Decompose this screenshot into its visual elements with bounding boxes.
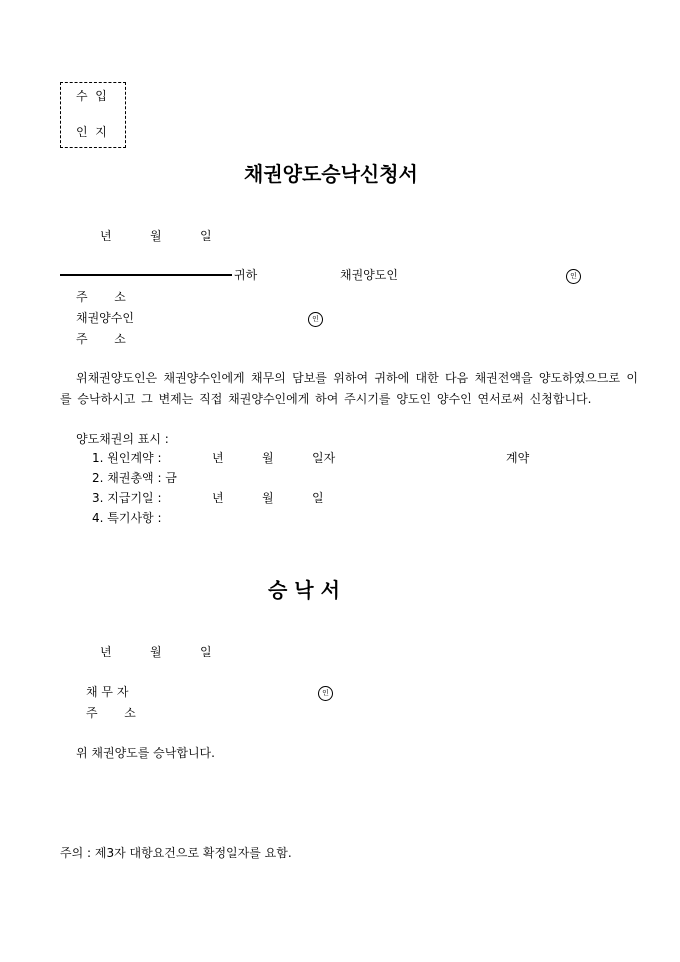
- assignee-seal-icon: 인: [308, 312, 323, 327]
- contract-label: 1. 원인계약 :: [92, 451, 162, 465]
- document-title: 채권양도승낙신청서: [244, 162, 418, 186]
- consent-date-month: 월: [150, 645, 162, 659]
- debtor-label: 채 무 자: [86, 685, 129, 699]
- addressee-suffix: 귀하: [234, 268, 258, 282]
- special-label: 4. 특기사항 :: [92, 511, 162, 525]
- assignor-seal-icon: 인: [566, 269, 581, 284]
- payment-label: 3. 지급기일 :: [92, 491, 162, 505]
- debtor-seal-icon: 인: [318, 686, 333, 701]
- assignor-label: 채권양도인: [340, 268, 398, 282]
- claims-heading: 양도채권의 표시 :: [76, 432, 169, 446]
- application-date-month: 월: [150, 229, 162, 243]
- consent-date-day: 일: [200, 645, 212, 659]
- application-date-year: 년: [100, 229, 112, 243]
- assignor-address-label: 주 소: [76, 290, 126, 304]
- assignee-address-label: 주 소: [76, 332, 126, 346]
- debtor-address-label: 주 소: [86, 706, 136, 720]
- footnote: 주의 : 제3자 대항요건으로 확정일자를 요함.: [60, 846, 292, 860]
- contract-day: 일자: [312, 451, 336, 465]
- payment-year: 년: [212, 491, 224, 505]
- payment-day: 일: [312, 491, 324, 505]
- contract-month: 월: [262, 451, 274, 465]
- payment-month: 월: [262, 491, 274, 505]
- stamp-label-top: 수 입: [76, 89, 107, 103]
- application-date-day: 일: [200, 229, 212, 243]
- amount-label: 2. 채권총액 : 금: [92, 471, 177, 485]
- stamp-label-bottom: 인 지: [76, 125, 107, 139]
- application-body: 위채권양도인은 채권양수인에게 채무의 담보를 위하여 귀하에 대한 다음 채권전액을 양도하였으므로 이를 승낙하시고 그 변제는 직접 채권양수인에게 하여 주시기를 양도인 양수인 연서로써 신청합니다.: [60, 371, 638, 406]
- consent-statement: 위 채권양도를 승낙합니다.: [76, 746, 215, 760]
- contract-year: 년: [212, 451, 224, 465]
- addressee-blank-line: [60, 274, 232, 276]
- assignee-label: 채권양수인: [76, 311, 134, 325]
- consent-title: 승 낙 서: [268, 578, 340, 602]
- consent-date-year: 년: [100, 645, 112, 659]
- contract-suffix: 계약: [506, 451, 530, 465]
